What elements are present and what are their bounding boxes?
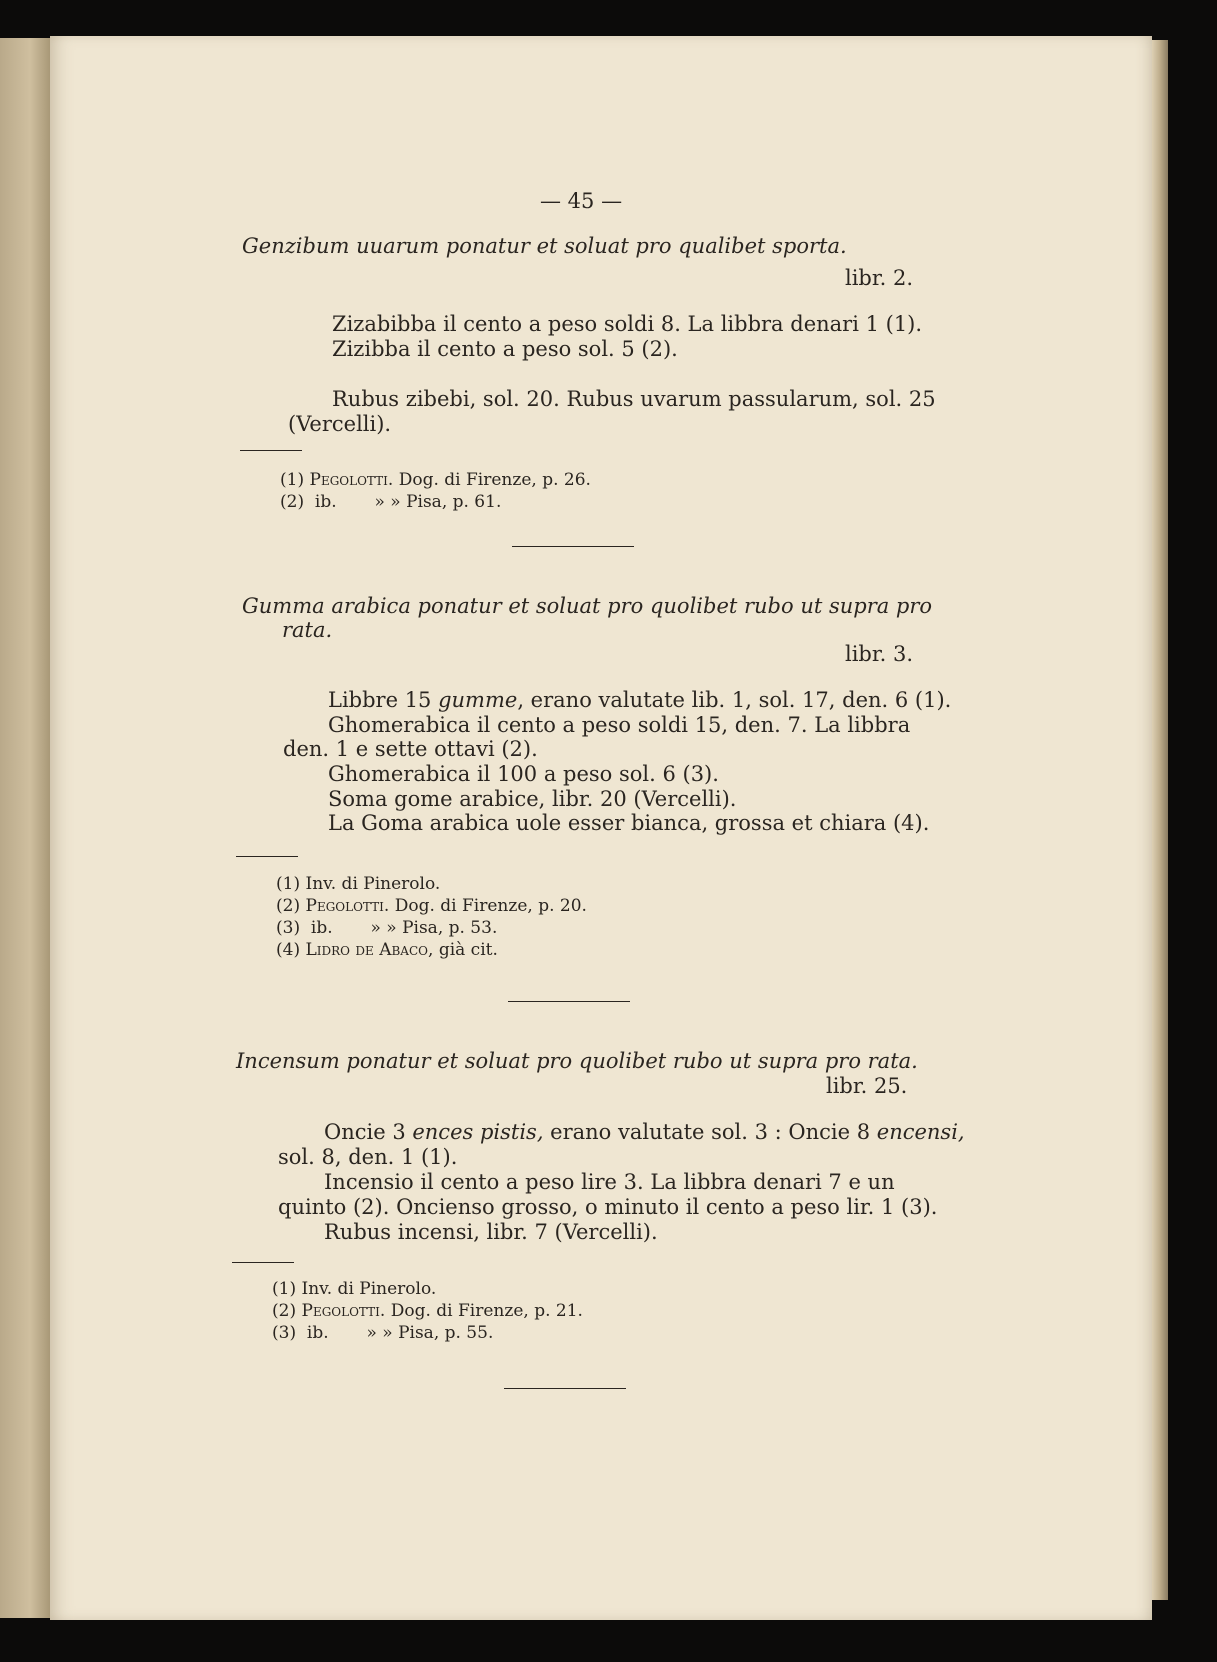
body-line: quinto (2). Onciensо grosso, o minuto il cento a peso lir. 1 (3). [278, 1195, 938, 1219]
entry-rate: libr. 25. [826, 1074, 908, 1098]
footnote: (2) ib. » » Pisa, p. 61. [280, 492, 502, 512]
footnote: (2) Pegolotti. Dog. di Firenze, p. 20. [276, 896, 587, 916]
footnote: (1) Inv. di Pinerolo. [276, 874, 441, 894]
footnote: (1) Inv. di Pinerolo. [272, 1279, 437, 1299]
body-line: Oncie 3 ences pistis, erano valutate sol. 3 : Oncie 8 encensi, [324, 1120, 965, 1144]
entry-heading: Genzibum uuarum ponatur et soluat pro qualibet sporta. [242, 234, 847, 258]
body-line: Rubus incensi, libr. 7 (Vercelli). [324, 1220, 658, 1244]
footnote: (3) ib. » » Pisa, p. 55. [272, 1323, 494, 1343]
body-line: sol. 8, den. 1 (1). [278, 1145, 458, 1169]
footnote: (1) Pegolotti. Dog. di Firenze, p. 26. [280, 470, 591, 490]
entry-heading: Gumma arabica ponatur et soluat pro quolibet rubo ut supra pro [242, 594, 933, 618]
footnote: (4) Lidro de Abaco, già cit. [276, 940, 498, 960]
body-line: Ghomerabica il 100 a peso sol. 6 (3). [328, 762, 719, 786]
footnote: (2) Pegolotti. Dog. di Firenze, p. 21. [272, 1301, 583, 1321]
entry-heading: Incensum ponatur et soluat pro quolibet rubo ut supra pro rata. [236, 1049, 918, 1073]
body-line: Soma gome arabice, libr. 20 (Vercelli). [328, 787, 737, 811]
section-divider [508, 1001, 630, 1002]
body-line: Libbre 15 gumme, erano valutate lib. 1, sol. 17, den. 6 (1). [328, 688, 952, 712]
section-divider [512, 546, 634, 547]
body-line: Zizabibba il cento a peso soldi 8. La libbra denari 1 (1). [332, 312, 923, 336]
body-line: (Vercelli). [288, 412, 392, 436]
footnote: (3) ib. » » Pisa, p. 53. [276, 918, 498, 938]
body-line: Incensio il cento a peso lire 3. La libbra denari 7 e un [324, 1170, 895, 1194]
book-page [50, 36, 1152, 1620]
page-number: — 45 — [540, 189, 623, 213]
left-page-edge [0, 38, 50, 1618]
footnote-rule [240, 450, 302, 451]
entry-heading: rata. [282, 618, 333, 642]
body-line: Ghomerabica il cento a peso soldi 15, den. 7. La libbra [328, 713, 911, 737]
body-line: den. 1 e sette ottavi (2). [283, 737, 538, 761]
entry-rate: libr. 3. [845, 642, 913, 666]
section-divider [504, 1388, 626, 1389]
entry-rate: libr. 2. [845, 266, 913, 290]
body-line: La Goma arabica uole esser bianca, grossa et chiara (4). [328, 811, 930, 835]
body-line: Rubus zibebi, sol. 20. Rubus uvarum passularum, sol. 25 [332, 387, 936, 411]
footnote-rule [232, 1262, 294, 1263]
body-line: Zizibba il cento a peso sol. 5 (2). [332, 337, 678, 361]
footnote-rule [236, 856, 298, 857]
